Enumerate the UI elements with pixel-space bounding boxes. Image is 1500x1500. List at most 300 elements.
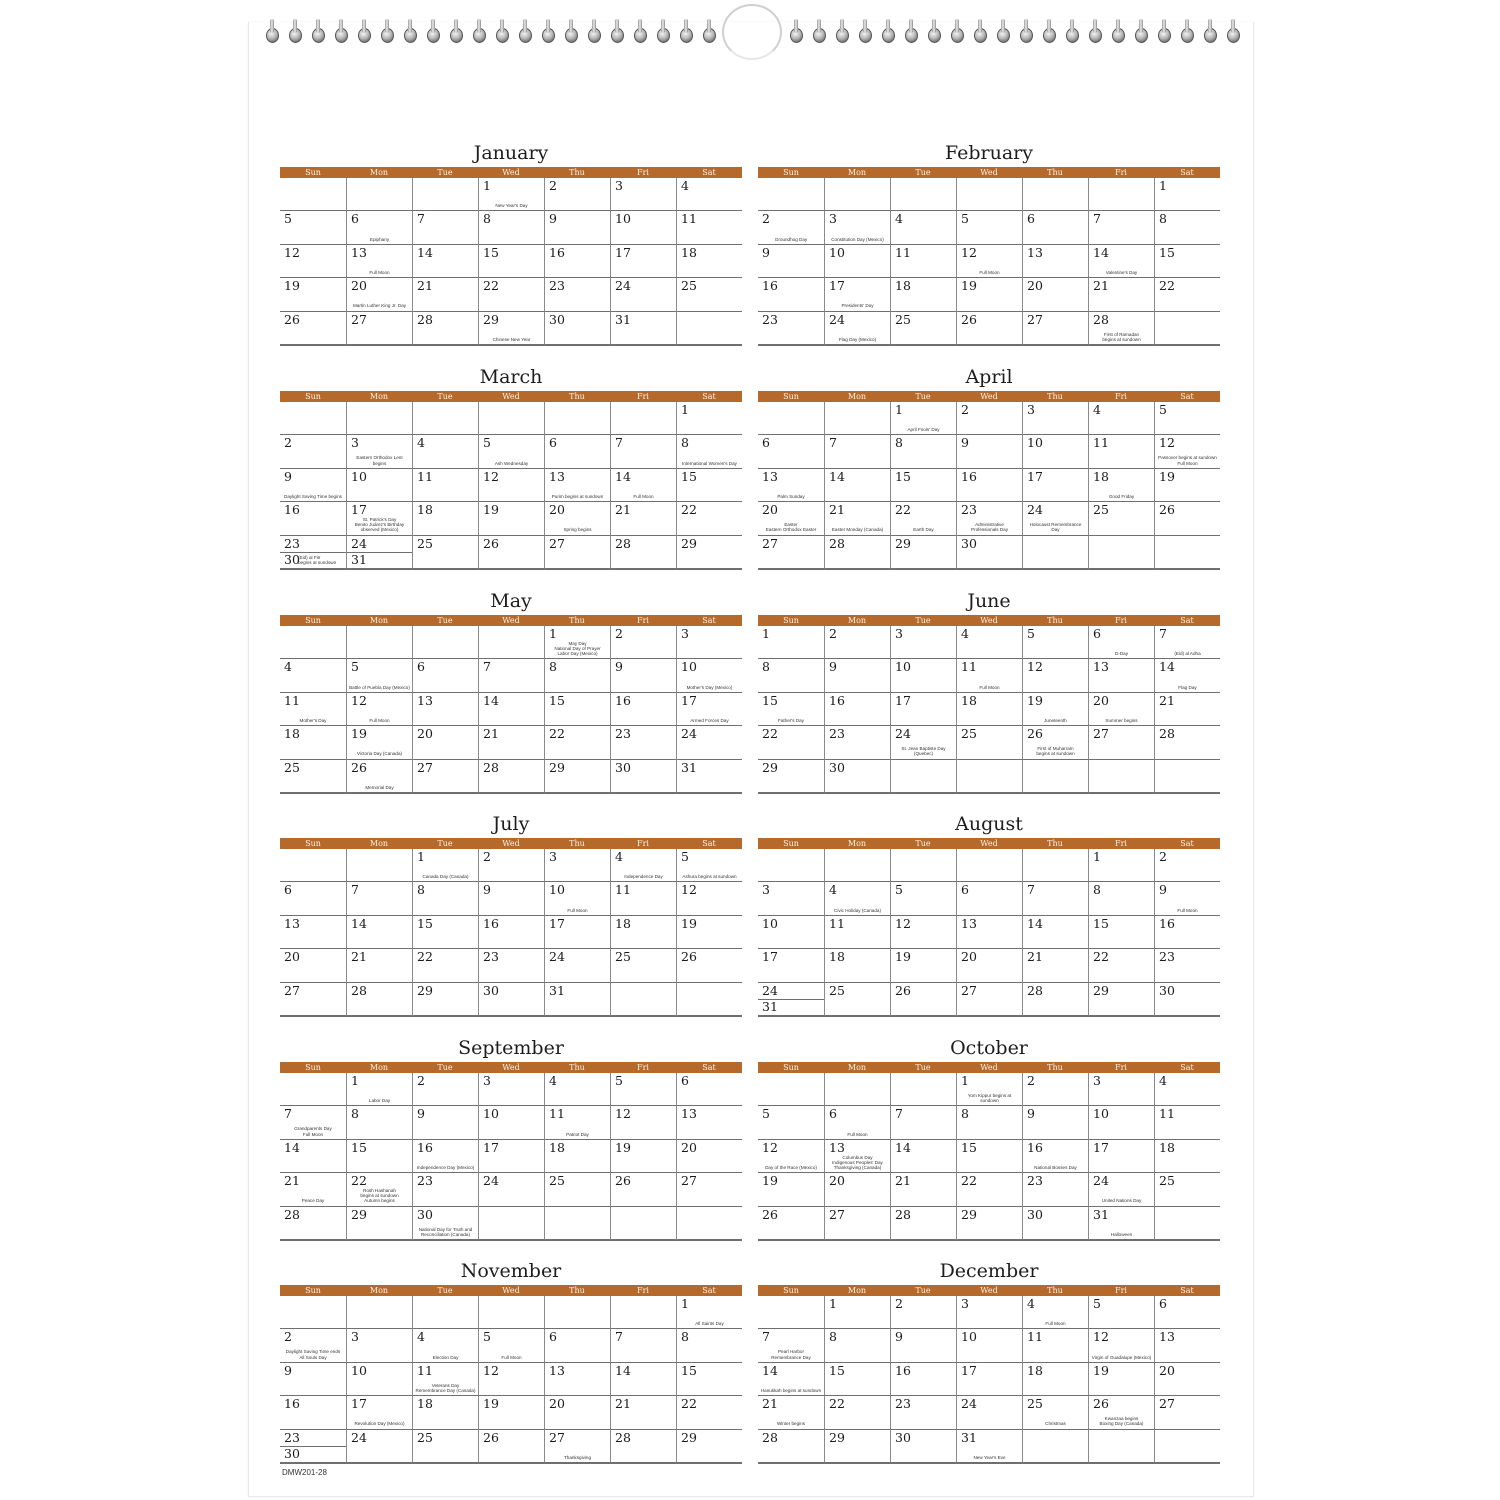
day-cell[interactable]	[956, 1296, 1022, 1329]
day-cell[interactable]	[346, 469, 412, 502]
day-cell[interactable]	[824, 726, 890, 759]
day-cell[interactable]	[824, 1106, 890, 1139]
day-cell[interactable]	[1154, 1329, 1220, 1362]
day-cell[interactable]	[280, 1140, 346, 1173]
day-cell[interactable]	[824, 312, 890, 345]
day-cell[interactable]	[346, 726, 412, 759]
day-cell[interactable]	[676, 726, 742, 759]
day-cell[interactable]	[412, 1207, 478, 1240]
day-cell[interactable]	[412, 402, 478, 435]
day-cell[interactable]	[280, 1329, 346, 1362]
day-cell[interactable]	[1154, 435, 1220, 468]
day-cell[interactable]	[610, 693, 676, 726]
day-cell[interactable]	[956, 1207, 1022, 1240]
day-cell[interactable]	[824, 402, 890, 435]
day-cell[interactable]	[412, 1073, 478, 1106]
day-cell[interactable]	[412, 312, 478, 345]
day-cell[interactable]	[346, 1363, 412, 1396]
day-cell[interactable]	[1088, 1430, 1154, 1463]
day-cell[interactable]	[544, 1329, 610, 1362]
day-cell[interactable]	[890, 882, 956, 915]
day-cell[interactable]	[890, 659, 956, 692]
day-cell[interactable]	[478, 1073, 544, 1106]
day-cell[interactable]	[280, 402, 346, 435]
day-cell[interactable]	[1022, 435, 1088, 468]
day-cell[interactable]	[890, 760, 956, 793]
day-cell[interactable]	[1154, 626, 1220, 659]
day-cell[interactable]	[1088, 726, 1154, 759]
day-cell[interactable]	[676, 1296, 742, 1329]
day-cell[interactable]	[412, 916, 478, 949]
day-cell[interactable]	[758, 1396, 824, 1429]
day-cell[interactable]	[676, 278, 742, 311]
day-cell[interactable]	[610, 1207, 676, 1240]
day-cell[interactable]	[1022, 312, 1088, 345]
day-cell[interactable]	[890, 1296, 956, 1329]
day-cell[interactable]	[956, 502, 1022, 535]
day-cell[interactable]	[824, 211, 890, 244]
day-cell[interactable]	[758, 760, 824, 793]
day-cell[interactable]	[676, 949, 742, 982]
day-cell[interactable]	[478, 469, 544, 502]
day-cell[interactable]	[1022, 916, 1088, 949]
day-cell[interactable]	[676, 626, 742, 659]
day-cell[interactable]	[824, 178, 890, 211]
day-cell[interactable]	[478, 882, 544, 915]
day-cell[interactable]	[890, 726, 956, 759]
day-cell[interactable]	[280, 659, 346, 692]
day-cell[interactable]	[280, 849, 346, 882]
day-cell[interactable]	[1154, 1207, 1220, 1240]
day-cell[interactable]	[824, 659, 890, 692]
day-cell[interactable]	[610, 1140, 676, 1173]
day-cell[interactable]	[758, 312, 824, 345]
day-cell[interactable]	[956, 1140, 1022, 1173]
day-cell[interactable]	[346, 1329, 412, 1362]
day-cell[interactable]	[610, 1396, 676, 1429]
day-cell[interactable]	[610, 983, 676, 1016]
day-cell[interactable]	[890, 211, 956, 244]
day-cell[interactable]	[544, 882, 610, 915]
day-cell[interactable]	[1154, 178, 1220, 211]
day-cell[interactable]	[346, 1073, 412, 1106]
day-cell[interactable]	[758, 659, 824, 692]
day-cell[interactable]	[412, 1430, 478, 1463]
day-cell[interactable]	[1088, 949, 1154, 982]
day-cell[interactable]	[478, 1207, 544, 1240]
day-cell[interactable]	[346, 1106, 412, 1139]
day-cell[interactable]	[610, 312, 676, 345]
day-cell[interactable]	[346, 949, 412, 982]
day-cell[interactable]	[280, 1430, 346, 1463]
day-cell[interactable]	[824, 949, 890, 982]
day-cell[interactable]	[544, 1073, 610, 1106]
day-cell[interactable]	[1088, 1296, 1154, 1329]
day-cell[interactable]	[346, 1396, 412, 1429]
day-cell[interactable]	[346, 1140, 412, 1173]
day-cell[interactable]	[676, 245, 742, 278]
day-cell[interactable]	[890, 1329, 956, 1362]
day-cell[interactable]	[676, 1140, 742, 1173]
day-cell[interactable]	[824, 760, 890, 793]
day-cell[interactable]	[758, 983, 824, 1016]
day-cell[interactable]	[676, 211, 742, 244]
day-cell[interactable]	[544, 1363, 610, 1396]
day-cell[interactable]	[956, 1173, 1022, 1206]
day-cell[interactable]	[758, 245, 824, 278]
day-cell[interactable]	[956, 469, 1022, 502]
day-cell[interactable]	[280, 435, 346, 468]
day-cell[interactable]	[956, 882, 1022, 915]
day-cell[interactable]	[544, 502, 610, 535]
day-cell[interactable]	[824, 849, 890, 882]
day-cell[interactable]	[890, 1396, 956, 1429]
day-cell[interactable]	[544, 536, 610, 569]
day-cell[interactable]	[890, 1207, 956, 1240]
day-cell[interactable]	[280, 760, 346, 793]
day-cell[interactable]	[346, 536, 412, 569]
day-cell[interactable]	[956, 278, 1022, 311]
day-cell[interactable]	[956, 435, 1022, 468]
day-cell[interactable]	[676, 178, 742, 211]
day-cell[interactable]	[824, 882, 890, 915]
day-cell[interactable]	[610, 245, 676, 278]
day-cell[interactable]	[610, 211, 676, 244]
day-cell[interactable]	[956, 1073, 1022, 1106]
day-cell[interactable]	[346, 1430, 412, 1463]
day-cell[interactable]	[412, 949, 478, 982]
day-cell[interactable]	[412, 983, 478, 1016]
day-cell[interactable]	[956, 211, 1022, 244]
day-cell[interactable]	[478, 402, 544, 435]
day-cell[interactable]	[544, 659, 610, 692]
day-cell[interactable]	[676, 1396, 742, 1429]
day-cell[interactable]	[758, 916, 824, 949]
day-cell[interactable]	[544, 626, 610, 659]
day-cell[interactable]	[956, 693, 1022, 726]
day-cell[interactable]	[676, 916, 742, 949]
day-cell[interactable]	[346, 1207, 412, 1240]
day-cell[interactable]	[1154, 1073, 1220, 1106]
day-cell[interactable]	[280, 983, 346, 1016]
day-cell[interactable]	[280, 626, 346, 659]
day-cell[interactable]	[956, 726, 1022, 759]
day-cell[interactable]	[544, 1106, 610, 1139]
day-cell[interactable]	[1154, 402, 1220, 435]
day-cell[interactable]	[676, 1329, 742, 1362]
day-cell[interactable]	[1154, 726, 1220, 759]
day-cell[interactable]	[346, 760, 412, 793]
day-cell[interactable]	[478, 1363, 544, 1396]
day-cell[interactable]	[346, 435, 412, 468]
day-cell[interactable]	[280, 916, 346, 949]
day-cell[interactable]	[1022, 1363, 1088, 1396]
day-cell[interactable]	[1088, 882, 1154, 915]
day-cell[interactable]	[280, 278, 346, 311]
day-cell[interactable]	[890, 1073, 956, 1106]
day-cell[interactable]	[412, 278, 478, 311]
day-cell[interactable]	[956, 849, 1022, 882]
day-cell[interactable]	[478, 1106, 544, 1139]
day-cell[interactable]	[890, 626, 956, 659]
day-cell[interactable]	[610, 435, 676, 468]
day-cell[interactable]	[1022, 1296, 1088, 1329]
day-cell[interactable]	[478, 1329, 544, 1362]
day-cell[interactable]	[544, 949, 610, 982]
day-cell[interactable]	[758, 1073, 824, 1106]
day-cell[interactable]	[280, 312, 346, 345]
day-cell[interactable]	[824, 983, 890, 1016]
day-cell[interactable]	[346, 849, 412, 882]
day-cell[interactable]	[758, 1329, 824, 1362]
day-cell[interactable]	[1088, 693, 1154, 726]
day-cell[interactable]	[824, 693, 890, 726]
day-cell[interactable]	[1088, 1140, 1154, 1173]
day-cell[interactable]	[1022, 760, 1088, 793]
day-cell[interactable]	[1154, 659, 1220, 692]
day-cell[interactable]	[478, 626, 544, 659]
day-cell[interactable]	[346, 1296, 412, 1329]
day-cell[interactable]	[610, 1329, 676, 1362]
day-cell[interactable]	[412, 760, 478, 793]
day-cell[interactable]	[1154, 536, 1220, 569]
day-cell[interactable]	[956, 1396, 1022, 1429]
day-cell[interactable]	[280, 1173, 346, 1206]
day-cell[interactable]	[346, 502, 412, 535]
day-cell[interactable]	[346, 211, 412, 244]
day-cell[interactable]	[890, 1140, 956, 1173]
day-cell[interactable]	[1088, 626, 1154, 659]
day-cell[interactable]	[1088, 983, 1154, 1016]
day-cell[interactable]	[824, 1329, 890, 1362]
day-cell[interactable]	[1022, 882, 1088, 915]
day-cell[interactable]	[1022, 1329, 1088, 1362]
day-cell[interactable]	[824, 1296, 890, 1329]
day-cell[interactable]	[610, 916, 676, 949]
day-cell[interactable]	[478, 1430, 544, 1463]
day-cell[interactable]	[956, 760, 1022, 793]
day-cell[interactable]	[758, 278, 824, 311]
day-cell[interactable]	[758, 1207, 824, 1240]
day-cell[interactable]	[824, 1173, 890, 1206]
day-cell[interactable]	[544, 1207, 610, 1240]
day-cell[interactable]	[610, 1296, 676, 1329]
day-cell[interactable]	[1154, 949, 1220, 982]
day-cell[interactable]	[1154, 312, 1220, 345]
day-cell[interactable]	[1022, 1173, 1088, 1206]
day-cell[interactable]	[1022, 1073, 1088, 1106]
day-cell[interactable]	[824, 536, 890, 569]
day-cell[interactable]	[1022, 1396, 1088, 1429]
day-cell[interactable]	[1154, 916, 1220, 949]
day-cell[interactable]	[824, 1073, 890, 1106]
day-cell[interactable]	[544, 312, 610, 345]
day-cell[interactable]	[824, 469, 890, 502]
day-cell[interactable]	[824, 1207, 890, 1240]
day-cell[interactable]	[758, 1363, 824, 1396]
day-cell[interactable]	[1022, 502, 1088, 535]
day-cell[interactable]	[346, 659, 412, 692]
day-cell[interactable]	[412, 536, 478, 569]
day-cell[interactable]	[676, 1430, 742, 1463]
day-cell[interactable]	[1022, 626, 1088, 659]
day-cell[interactable]	[758, 402, 824, 435]
day-cell[interactable]	[478, 849, 544, 882]
day-cell[interactable]	[1022, 245, 1088, 278]
day-cell[interactable]	[758, 949, 824, 982]
day-cell[interactable]	[412, 659, 478, 692]
day-cell[interactable]	[676, 849, 742, 882]
day-cell[interactable]	[412, 1363, 478, 1396]
day-cell[interactable]	[890, 469, 956, 502]
day-cell[interactable]	[544, 245, 610, 278]
day-cell[interactable]	[478, 211, 544, 244]
day-cell[interactable]	[1088, 916, 1154, 949]
day-cell[interactable]	[1154, 1173, 1220, 1206]
day-cell[interactable]	[346, 882, 412, 915]
day-cell[interactable]	[1154, 211, 1220, 244]
day-cell[interactable]	[956, 1430, 1022, 1463]
day-cell[interactable]	[824, 1430, 890, 1463]
day-cell[interactable]	[1022, 536, 1088, 569]
day-cell[interactable]	[824, 502, 890, 535]
day-cell[interactable]	[280, 1106, 346, 1139]
day-cell[interactable]	[544, 402, 610, 435]
day-cell[interactable]	[676, 435, 742, 468]
day-cell[interactable]	[280, 245, 346, 278]
day-cell[interactable]	[280, 1363, 346, 1396]
day-cell[interactable]	[412, 245, 478, 278]
day-cell[interactable]	[1088, 502, 1154, 535]
day-cell[interactable]	[676, 882, 742, 915]
day-cell[interactable]	[1022, 659, 1088, 692]
day-cell[interactable]	[956, 1329, 1022, 1362]
day-cell[interactable]	[610, 469, 676, 502]
day-cell[interactable]	[544, 916, 610, 949]
day-cell[interactable]	[1022, 726, 1088, 759]
day-cell[interactable]	[956, 949, 1022, 982]
day-cell[interactable]	[478, 1296, 544, 1329]
day-cell[interactable]	[412, 1106, 478, 1139]
day-cell[interactable]	[824, 245, 890, 278]
day-cell[interactable]	[346, 178, 412, 211]
day-cell[interactable]	[1154, 469, 1220, 502]
day-cell[interactable]	[478, 312, 544, 345]
day-cell[interactable]	[478, 435, 544, 468]
day-cell[interactable]	[544, 849, 610, 882]
day-cell[interactable]	[676, 693, 742, 726]
day-cell[interactable]	[412, 435, 478, 468]
day-cell[interactable]	[478, 278, 544, 311]
day-cell[interactable]	[1088, 178, 1154, 211]
day-cell[interactable]	[890, 1430, 956, 1463]
day-cell[interactable]	[544, 726, 610, 759]
day-cell[interactable]	[956, 983, 1022, 1016]
day-cell[interactable]	[676, 536, 742, 569]
day-cell[interactable]	[1088, 278, 1154, 311]
day-cell[interactable]	[412, 1140, 478, 1173]
day-cell[interactable]	[956, 1106, 1022, 1139]
day-cell[interactable]	[1154, 278, 1220, 311]
day-cell[interactable]	[824, 1396, 890, 1429]
day-cell[interactable]	[280, 536, 346, 569]
day-cell[interactable]	[1154, 1140, 1220, 1173]
day-cell[interactable]	[346, 278, 412, 311]
day-cell[interactable]	[412, 626, 478, 659]
day-cell[interactable]	[956, 178, 1022, 211]
day-cell[interactable]	[280, 882, 346, 915]
day-cell[interactable]	[610, 502, 676, 535]
day-cell[interactable]	[758, 211, 824, 244]
day-cell[interactable]	[890, 1106, 956, 1139]
day-cell[interactable]	[346, 245, 412, 278]
day-cell[interactable]	[890, 983, 956, 1016]
day-cell[interactable]	[544, 693, 610, 726]
day-cell[interactable]	[346, 312, 412, 345]
day-cell[interactable]	[478, 949, 544, 982]
day-cell[interactable]	[956, 312, 1022, 345]
day-cell[interactable]	[412, 849, 478, 882]
day-cell[interactable]	[478, 1396, 544, 1429]
day-cell[interactable]	[412, 693, 478, 726]
day-cell[interactable]	[1088, 1173, 1154, 1206]
day-cell[interactable]	[676, 1173, 742, 1206]
day-cell[interactable]	[610, 1173, 676, 1206]
day-cell[interactable]	[1088, 849, 1154, 882]
day-cell[interactable]	[676, 1106, 742, 1139]
day-cell[interactable]	[412, 178, 478, 211]
day-cell[interactable]	[478, 1140, 544, 1173]
day-cell[interactable]	[956, 245, 1022, 278]
day-cell[interactable]	[610, 726, 676, 759]
day-cell[interactable]	[1154, 245, 1220, 278]
day-cell[interactable]	[1154, 693, 1220, 726]
day-cell[interactable]	[1022, 278, 1088, 311]
day-cell[interactable]	[824, 435, 890, 468]
day-cell[interactable]	[1022, 469, 1088, 502]
day-cell[interactable]	[758, 849, 824, 882]
day-cell[interactable]	[610, 536, 676, 569]
day-cell[interactable]	[1088, 1363, 1154, 1396]
day-cell[interactable]	[544, 1173, 610, 1206]
day-cell[interactable]	[478, 502, 544, 535]
day-cell[interactable]	[610, 178, 676, 211]
day-cell[interactable]	[824, 916, 890, 949]
day-cell[interactable]	[890, 916, 956, 949]
day-cell[interactable]	[478, 726, 544, 759]
day-cell[interactable]	[890, 245, 956, 278]
day-cell[interactable]	[890, 502, 956, 535]
day-cell[interactable]	[412, 469, 478, 502]
day-cell[interactable]	[610, 849, 676, 882]
day-cell[interactable]	[478, 536, 544, 569]
day-cell[interactable]	[1154, 760, 1220, 793]
day-cell[interactable]	[610, 626, 676, 659]
day-cell[interactable]	[676, 1073, 742, 1106]
day-cell[interactable]	[676, 1207, 742, 1240]
day-cell[interactable]	[412, 726, 478, 759]
day-cell[interactable]	[610, 949, 676, 982]
day-cell[interactable]	[758, 1106, 824, 1139]
day-cell[interactable]	[758, 726, 824, 759]
day-cell[interactable]	[1088, 1207, 1154, 1240]
day-cell[interactable]	[1088, 536, 1154, 569]
day-cell[interactable]	[544, 469, 610, 502]
day-cell[interactable]	[280, 178, 346, 211]
day-cell[interactable]	[676, 469, 742, 502]
day-cell[interactable]	[1022, 1430, 1088, 1463]
day-cell[interactable]	[610, 1073, 676, 1106]
